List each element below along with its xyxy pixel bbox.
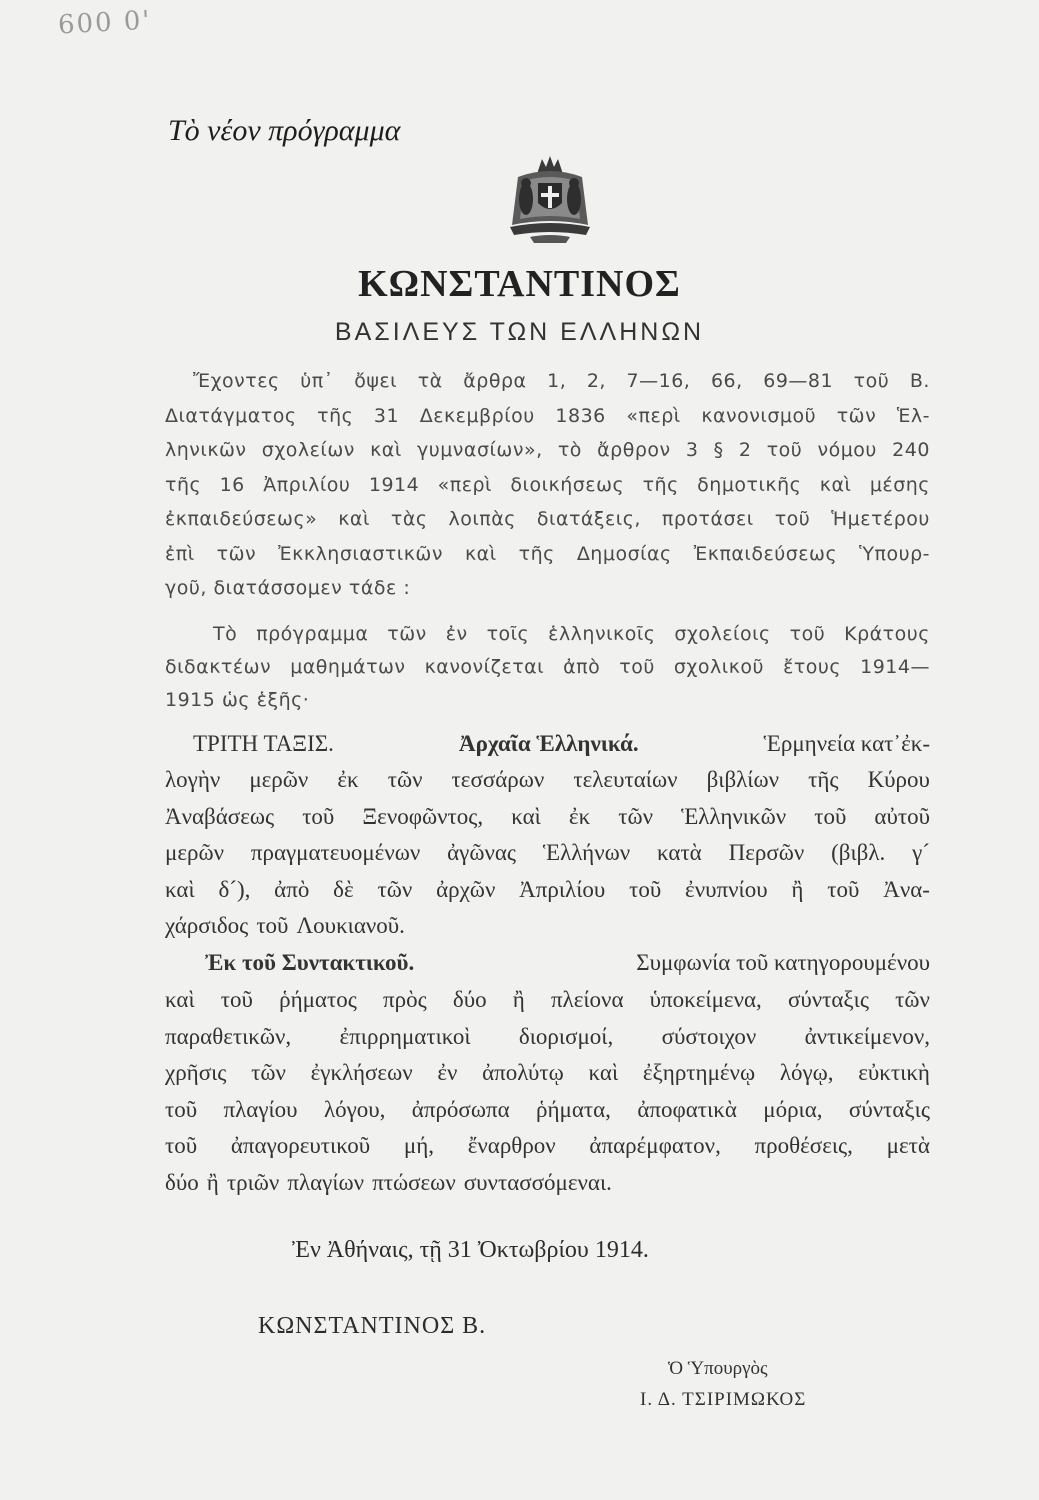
text-line: Τὸ πρόγραμμα τῶν ἐν τοῖς ἑλληνικοῖς σχολείοις τοῦ Κράτους [213,623,930,645]
text-line: διδακτέων μαθημάτων κανονίζεται ἀπὸ τοῦ σχολικοῦ ἔτους 1914— [165,656,930,678]
text-line: τῆς 16 Ἀπριλίου 1914 «περὶ διοικήσεως τῆς δημοτικῆς καὶ μέσης [165,473,930,496]
text-line: ἐπὶ τῶν Ἐκκλησιαστικῶν καὶ τῆς Δημοσίας Ἐκπαιδεύσεως Ὑπουρ- [165,542,930,565]
text-line: παραθετικῶν, ἐπιρρηματικοὶ διορισμοί, σύστοιχον ἀντικείμενον, [165,1023,930,1049]
section-third-class-label: ΤΡΙΤΗ ΤΑΞΙΣ. [193,731,334,756]
text-line: ἐκπαιδεύσεως» καὶ τὰς λοιπὰς διατάξεις, προτάσει τοῦ Ἡμετέρου [165,508,930,530]
text-line: χρῆσις τῶν ἐγκλήσεων ἐν ἀπολύτῳ καὶ ἐξηρτημένῳ λόγῳ, εὐκτικὴ [165,1060,930,1085]
signature-king: ΚΩΝΣΤΑΝΤΙΝΟΣ Β. [258,1313,487,1339]
section-third-class-first-line [193,727,930,761]
section-third-class-subject: Ἀρχαῖα Ἑλληνικά. [458,731,639,756]
minister-title: Ὁ Ὑπουργὸς [668,1358,768,1379]
minister-name: Ι. Δ. ΤΣΙΡΙΜΩΚΟΣ [640,1389,807,1410]
text-line: λογὴν μερῶν ἐκ τῶν τεσσάρων τελευταίων βιβλίων τῆς Κύρου [165,767,930,792]
text-line: γοῦ, διατάσσομεν τάδε : [165,577,411,599]
handwritten-note: 600 0' [57,5,153,41]
text-line: τοῦ πλαγίου λόγου, ἀπρόσωπα ῥήματα, ἀποφατικὰ μόρια, σύνταξις [165,1096,930,1122]
text-line: καὶ δ´), ἀπὸ δὲ τῶν ἀρχῶν Ἀπριλίου τοῦ ἐνυπνίου ἢ τοῦ Ἀνα- [165,876,930,902]
text-line: Ἀναβάσεως τοῦ Ξενοφῶντος, καὶ ἐκ τῶν Ἑλληνικῶν τοῦ αὐτοῦ [165,803,930,829]
section-third-class-first-line-rest: Ἑρμηνεία κατ᾽ἐκ- [763,731,930,756]
royal-coat-of-arms-icon [500,153,600,245]
text-line: Ἔχοντες ὑπ᾽ ὄψει τὰ ἄρθρα 1, 2, 7—16, 66, 69—81 τοῦ Β. [193,370,930,392]
text-line: 1915 ὡς ἑξῆς· [165,689,310,711]
text-line: Διατάγματος τῆς 31 Δεκεμβρίου 1836 «περὶ κανονισμοῦ τῶν Ἑλ- [165,404,930,427]
page-heading: Τὸ νέον πρόγραμμα [168,114,401,147]
text-line: μερῶν πραγματευομένων ἀγῶνας Ἑλλήνων κατὰ Περσῶν (βιβλ. γ´ [165,840,930,865]
king-title: ΚΩΝΣΤΑΝΤΙΝΟΣ [358,263,681,305]
date-line: Ἐν Ἀθήναις, τῇ 31 Ὀκτωβρίου 1914. [292,1237,649,1263]
section-syntax-subject: Ἐκ τοῦ Συντακτικοῦ. [205,950,415,975]
text-line: τοῦ ἀπαγορευτικοῦ μή, ἔναρθρον ἀπαρέμφατον, προθέσεις, μετὰ [165,1133,930,1158]
text-line: δύο ἢ τριῶν πλαγίων πτώσεων συντασσόμεναι. [165,1169,612,1195]
text-line: χάρσιδος τοῦ Λουκιανοῦ. [165,913,405,938]
section-syntax-first-line-rest: Συμφωνία τοῦ κατηγορουμένου [636,950,930,975]
text-line: ληνικῶν σχολείων καὶ γυμνασίων», τὸ ἄρθρον 3 § 2 τοῦ νόμου 240 [165,439,930,461]
section-syntax-first-line [205,946,930,980]
text-line: καὶ τοῦ ῥήματος πρὸς δύο ἢ πλείονα ὑποκείμενα, σύνταξις τῶν [165,987,930,1012]
king-subtitle: ΒΑΣΙΛΕΥΣ ΤΩΝ ΕΛΛΗΝΩΝ [334,318,705,346]
